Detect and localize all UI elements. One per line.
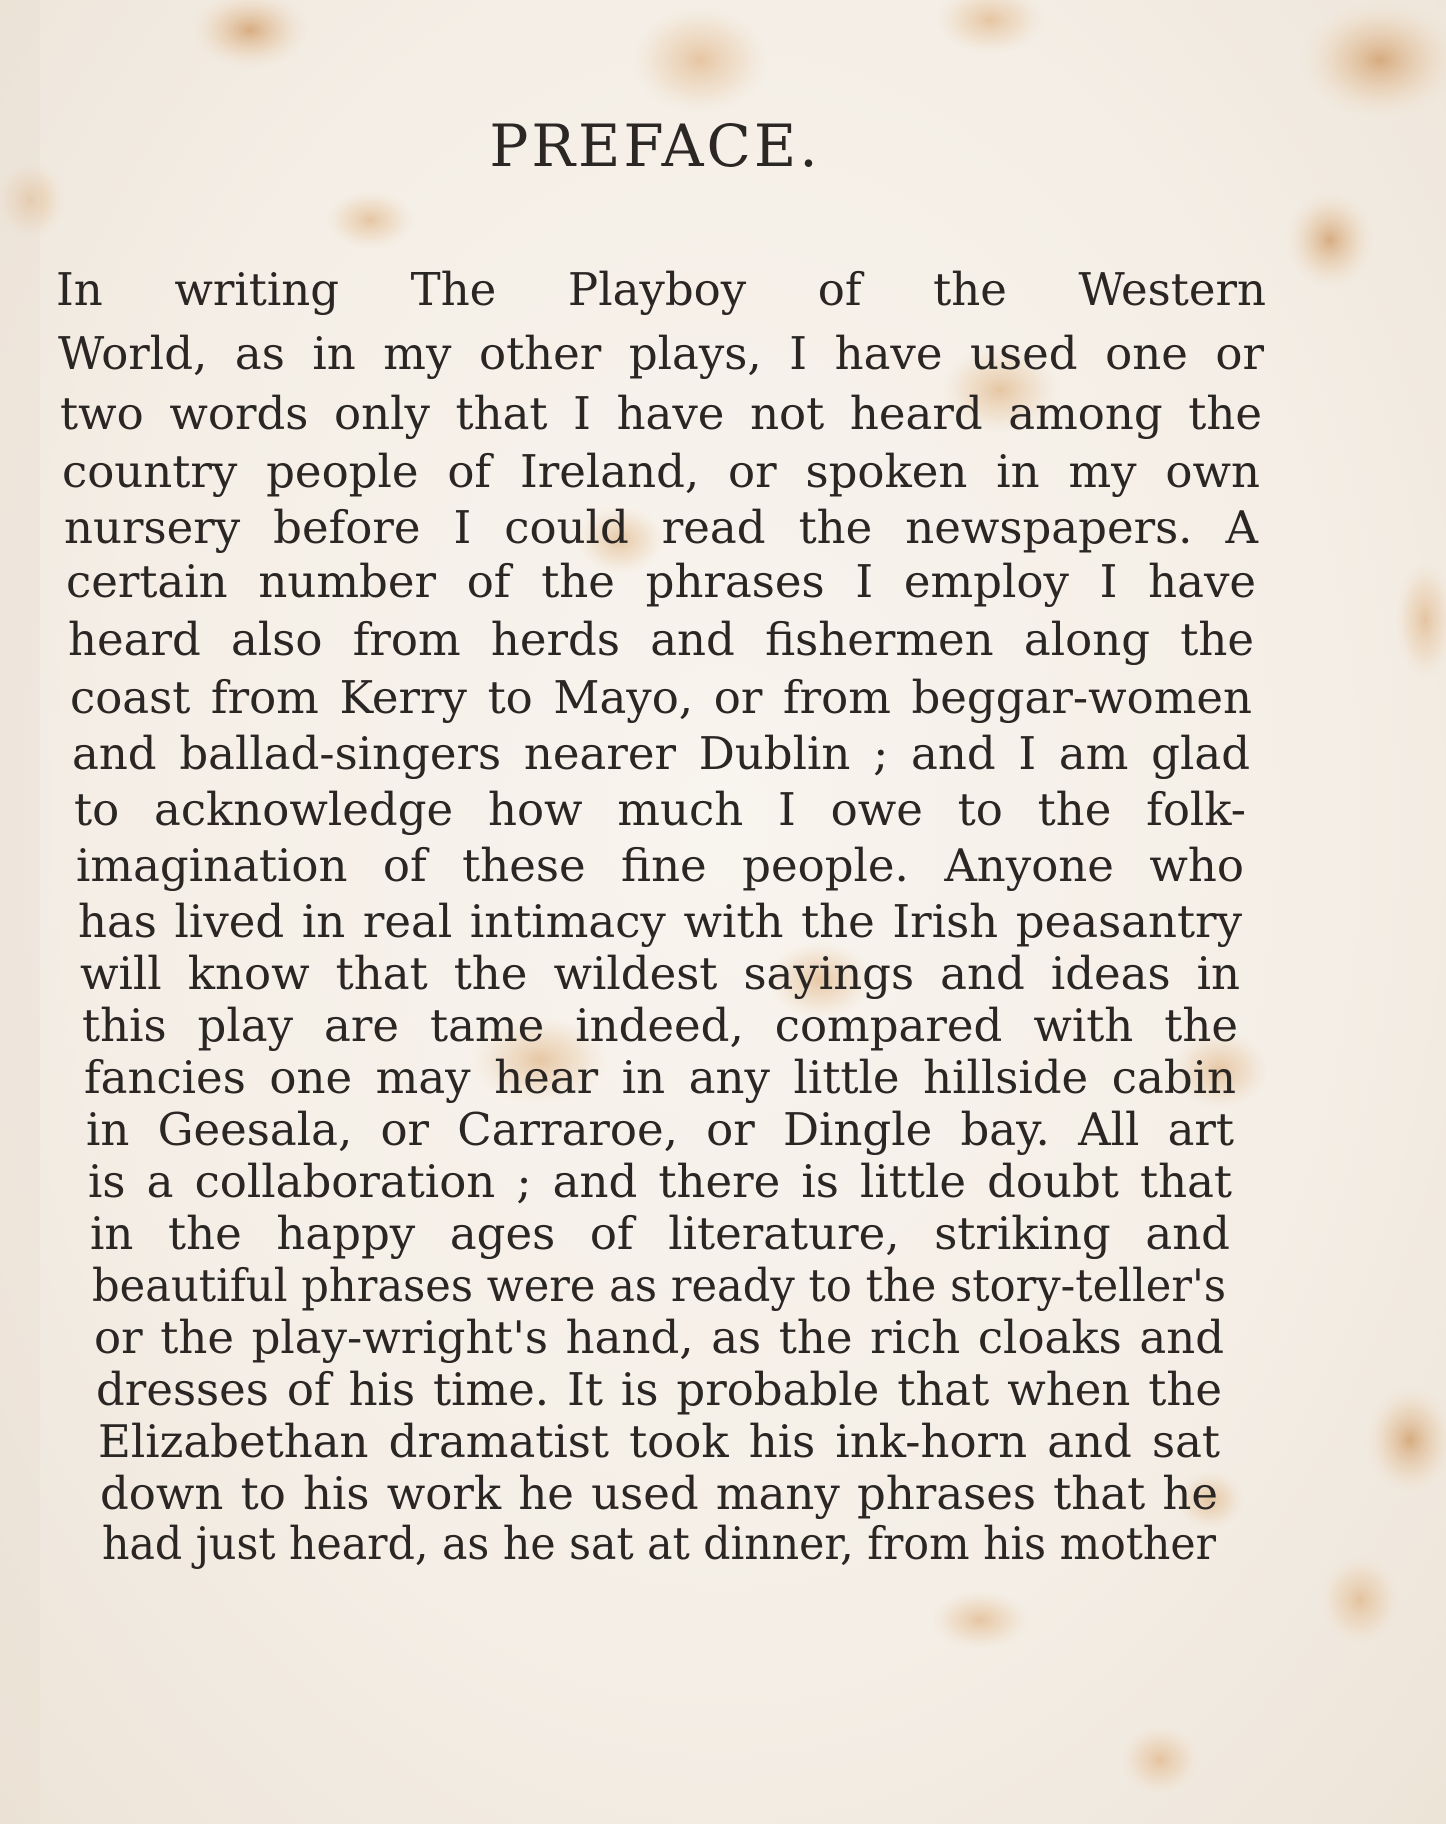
text-line: is a collaboration ; and there is little doubt that [88,1155,1232,1208]
text-line: in Geesala, or Carraroe, or Dingle bay. All art [86,1103,1234,1156]
text-line: in the happy ages of literature, striking and [90,1207,1230,1260]
text-line: certain number of the phrases I employ I have [66,555,1256,608]
text-line: to acknowledge how much I owe to the folk- [74,783,1246,836]
page-title: PREFACE. [489,112,821,180]
text-line: beautiful phrases were as ready to the story-teller's [92,1259,1226,1312]
text-line: coast from Kerry to Mayo, or from beggar-women [70,671,1252,724]
text-line: imagination of these fine people. Anyone who [76,839,1244,892]
text-line: or the play-wright's hand, as the rich cloaks and [94,1311,1224,1364]
text-line: Elizabethan dramatist took his ink-horn and sat [98,1415,1220,1468]
text-line: two words only that I have not heard among the [60,387,1262,440]
text-line: and ballad-singers nearer Dublin ; and I am glad [72,727,1250,780]
text-line: has lived in real intimacy with the Irish peasantry [78,895,1242,948]
text-line: nursery before I could read the newspapers. A [64,501,1258,554]
text-line: had just heard, as he sat at dinner, from his mother [102,1517,1216,1570]
text-line: will know that the wildest sayings and ideas in [80,947,1240,1000]
text-line: dresses of his time. It is probable that when the [96,1363,1222,1416]
text-line: World, as in my other plays, I have used one or [58,327,1264,380]
text-line: country people of Ireland, or spoken in my own [62,445,1260,498]
text-line: In writing The Playboy of the Western [56,263,1266,316]
text-line: fancies one may hear in any little hillside cabin [84,1051,1236,1104]
text-line: this play are tame indeed, compared with the [82,999,1238,1052]
text-line: down to his work he used many phrases that he [100,1467,1218,1520]
text-line: heard also from herds and fishermen along the [68,613,1254,666]
